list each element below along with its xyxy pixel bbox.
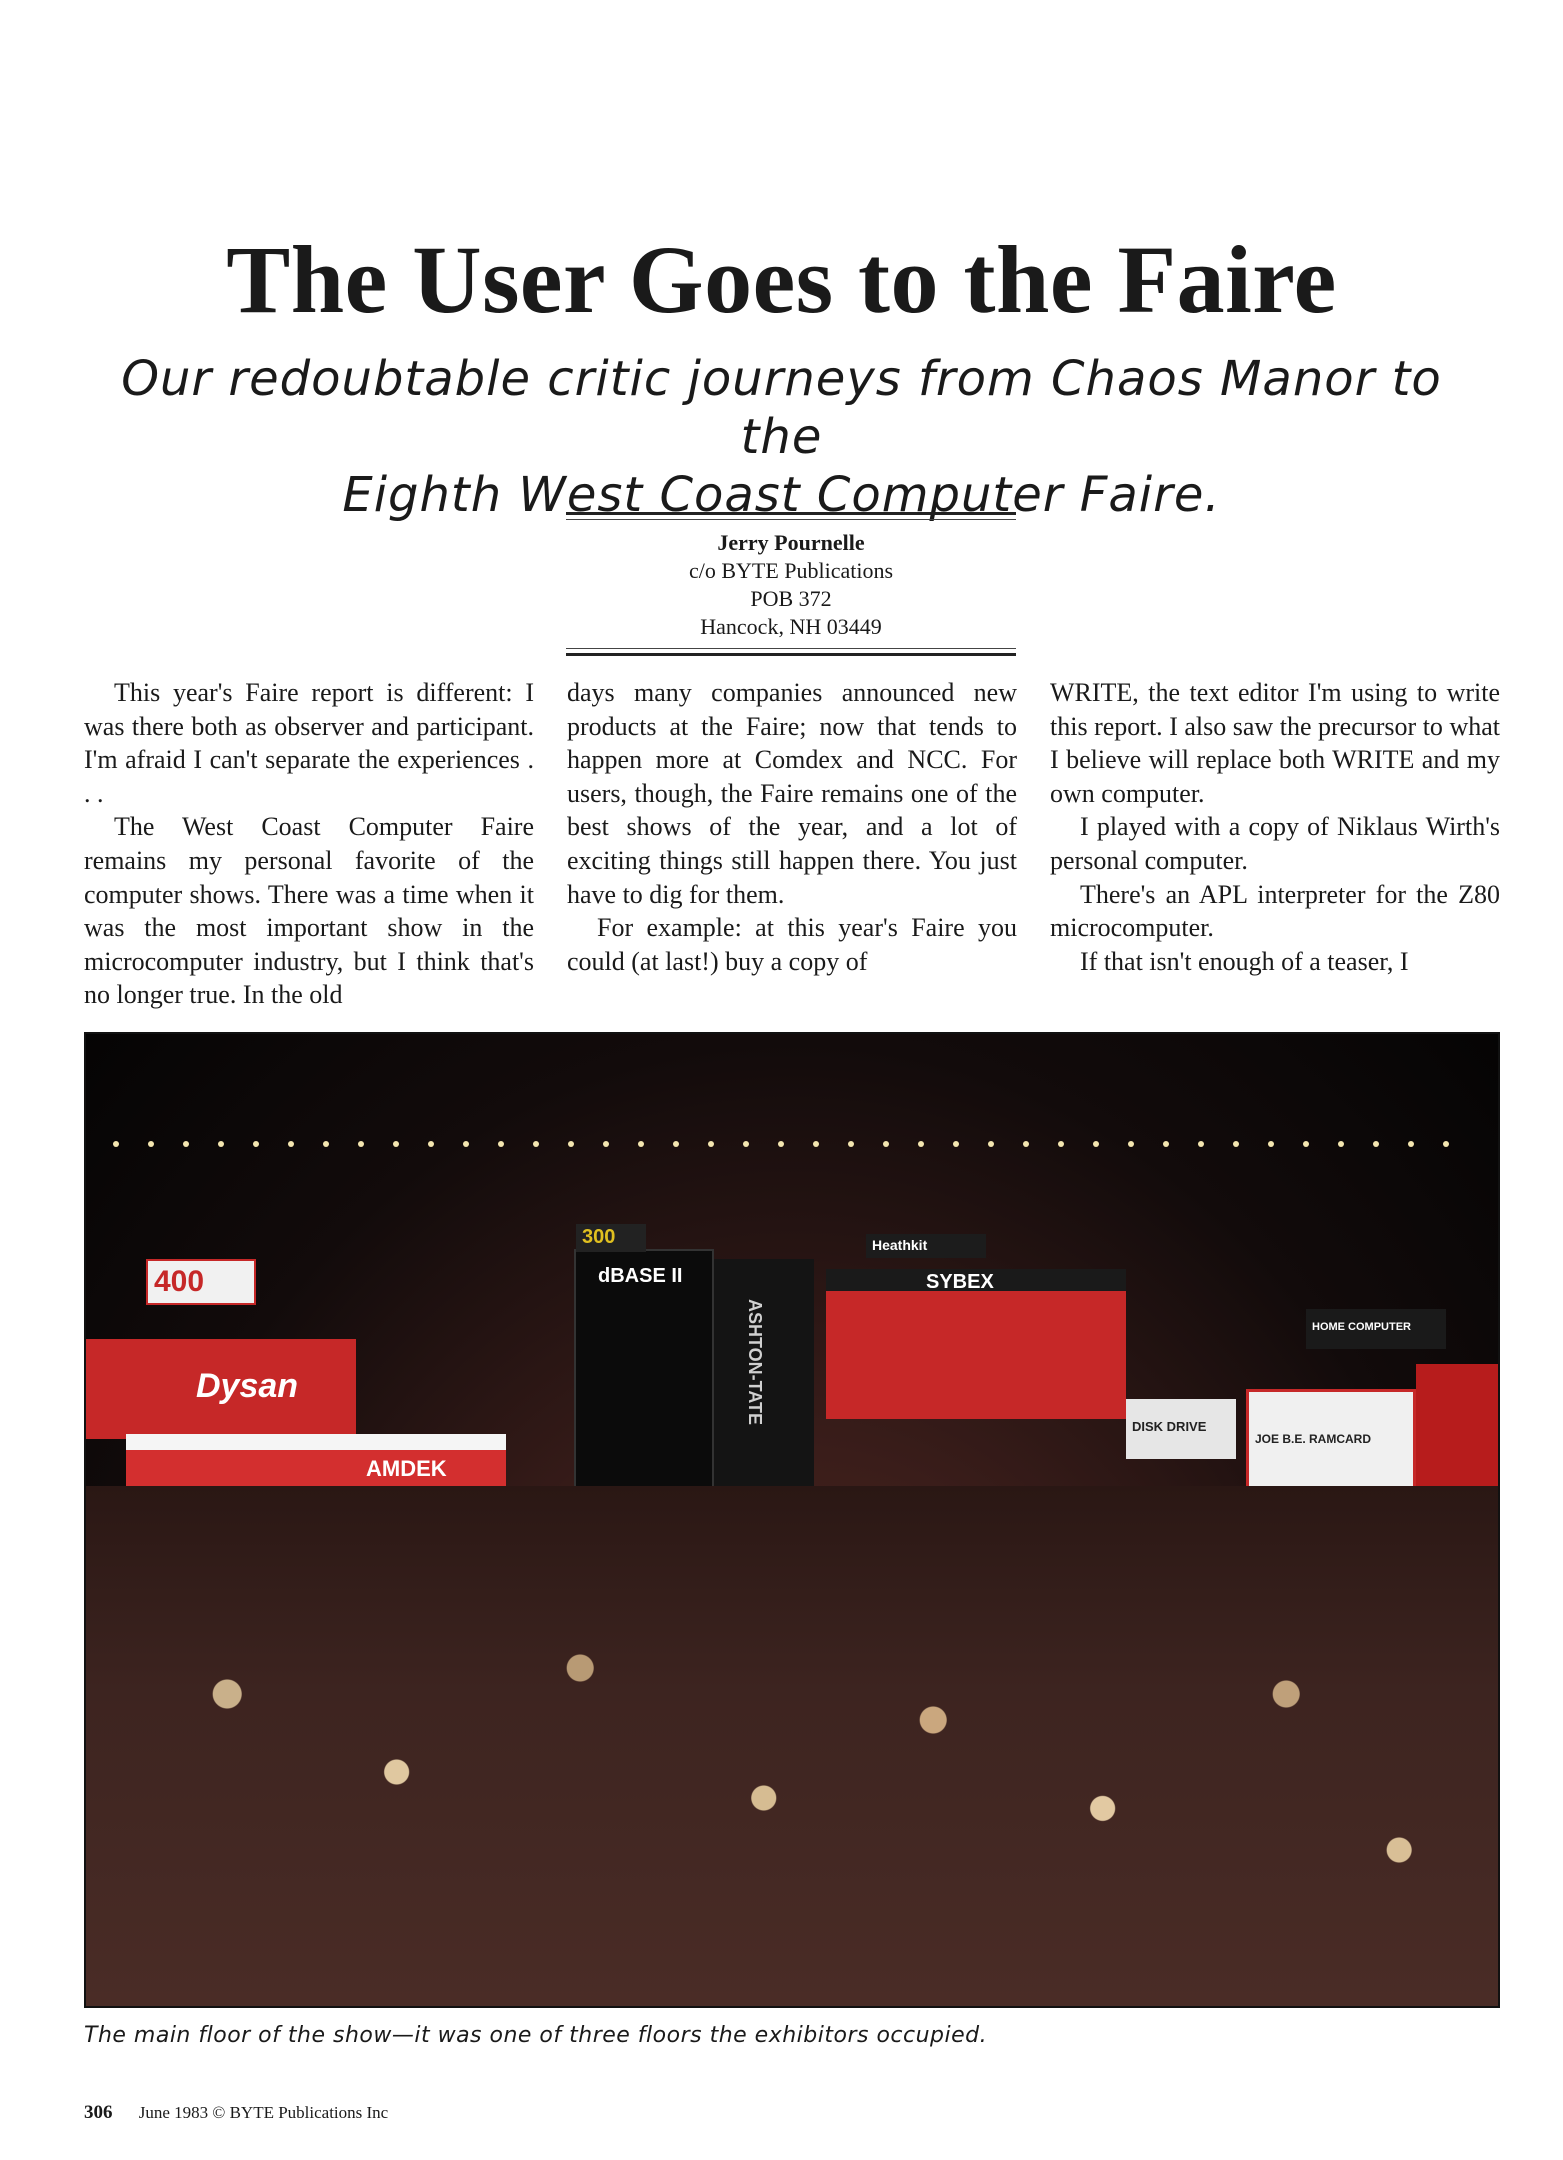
booth-disk-drive [1126,1399,1236,1459]
booth-heathkit-text: Heathkit [872,1237,928,1253]
show-floor-photo [84,1032,1500,2008]
paragraph: I played with a copy of Niklaus Wirth's personal computer. [1050,812,1500,875]
author-box-rule-top [566,519,1016,520]
paragraph: The West Coast Computer Faire remains my personal favorite of the computer shows. There was a time when it was the most important show in the microcomputer industry, but I think that's no longer true. In the old [84,812,534,1010]
article-title: The User Goes to the Faire [226,226,1337,333]
ceiling-lights [106,1134,1482,1154]
subtitle-line-1: Our redoubtable critic journeys from Chaos Manor to the [121,351,1442,465]
crowd-on-show-floor [86,1486,1498,2006]
author-address-line-1: c/o BYTE Publications [688,558,894,583]
issue-info: June 1983 © BYTE Publications Inc [138,2103,389,2122]
paragraph: If that isn't enough of a teaser, I [1080,946,1409,976]
booth-sybex-text: SYBEX [926,1271,994,1293]
author-address-line-2: POB 372 [750,586,832,611]
booth-ramcard-text: JOE B.E. RAMCARD [1255,1432,1372,1446]
column-1 [84,676,534,1016]
booth-home-computer [1306,1309,1446,1349]
column-3 [1050,676,1500,1016]
subtitle-line-2: Eighth West Coast Computer Faire. [342,467,1221,523]
author-address-line-3: Hancock, NH 03449 [700,614,882,639]
paragraph: This year's Faire report is different: I was there both as observer and participant. I'm afraid I can't separate the experiences . . . [84,678,534,808]
body-columns [84,676,1500,1016]
photo-caption: The main floor of the show—it was one of three floors the exhibitors occupied. [84,2023,988,2048]
booth-sybex [826,1269,1126,1419]
booth-sign-300 [576,1224,646,1252]
booth-ramcard [1246,1389,1416,1499]
author-box-rule-bottom [566,648,1016,649]
paragraph: days many companies announced new products at the Faire; now that tends to happen more at Comdex and NCC. For users, though, the Faire remains one of the best shows of the year, and a lot of exciting things still happen there. You just have to dig for them. [567,678,1017,909]
booth-home-computer-text: HOME COMPUTER [1312,1321,1411,1333]
author-name: Jerry Pournelle [717,530,865,555]
booth-sign-400-text: 400 [154,1265,205,1298]
paragraph: WRITE, the text editor I'm using to write this report. I also saw the precursor to what I believe will replace both WRITE and my own computer. [1050,678,1500,808]
booth-disk-drive-text: DISK DRIVE [1132,1419,1207,1434]
paragraph: There's an APL interpreter for the Z80 microcomputer. [1050,879,1500,943]
booth-dbase-text: dBASE II [598,1265,683,1287]
booth-sign-300-text: 300 [582,1226,616,1248]
booth-heathkit [866,1234,986,1258]
article-subtitle [100,350,1463,524]
author-box [566,512,1016,656]
paragraph: For example: at this year's Faire you could (at last!) buy a copy of [567,913,1017,976]
booth-dysan-text: Dysan [196,1367,299,1405]
booth-sign-400 [146,1259,256,1305]
booth-ashton-tate-text: ASHTON-TATE [745,1299,765,1425]
page-footer [84,2102,388,2124]
page-number: 306 [84,2102,113,2123]
booth-amdek-text: AMDEK [366,1456,447,1481]
column-2 [567,676,1017,1016]
booth-dysan [86,1339,356,1439]
